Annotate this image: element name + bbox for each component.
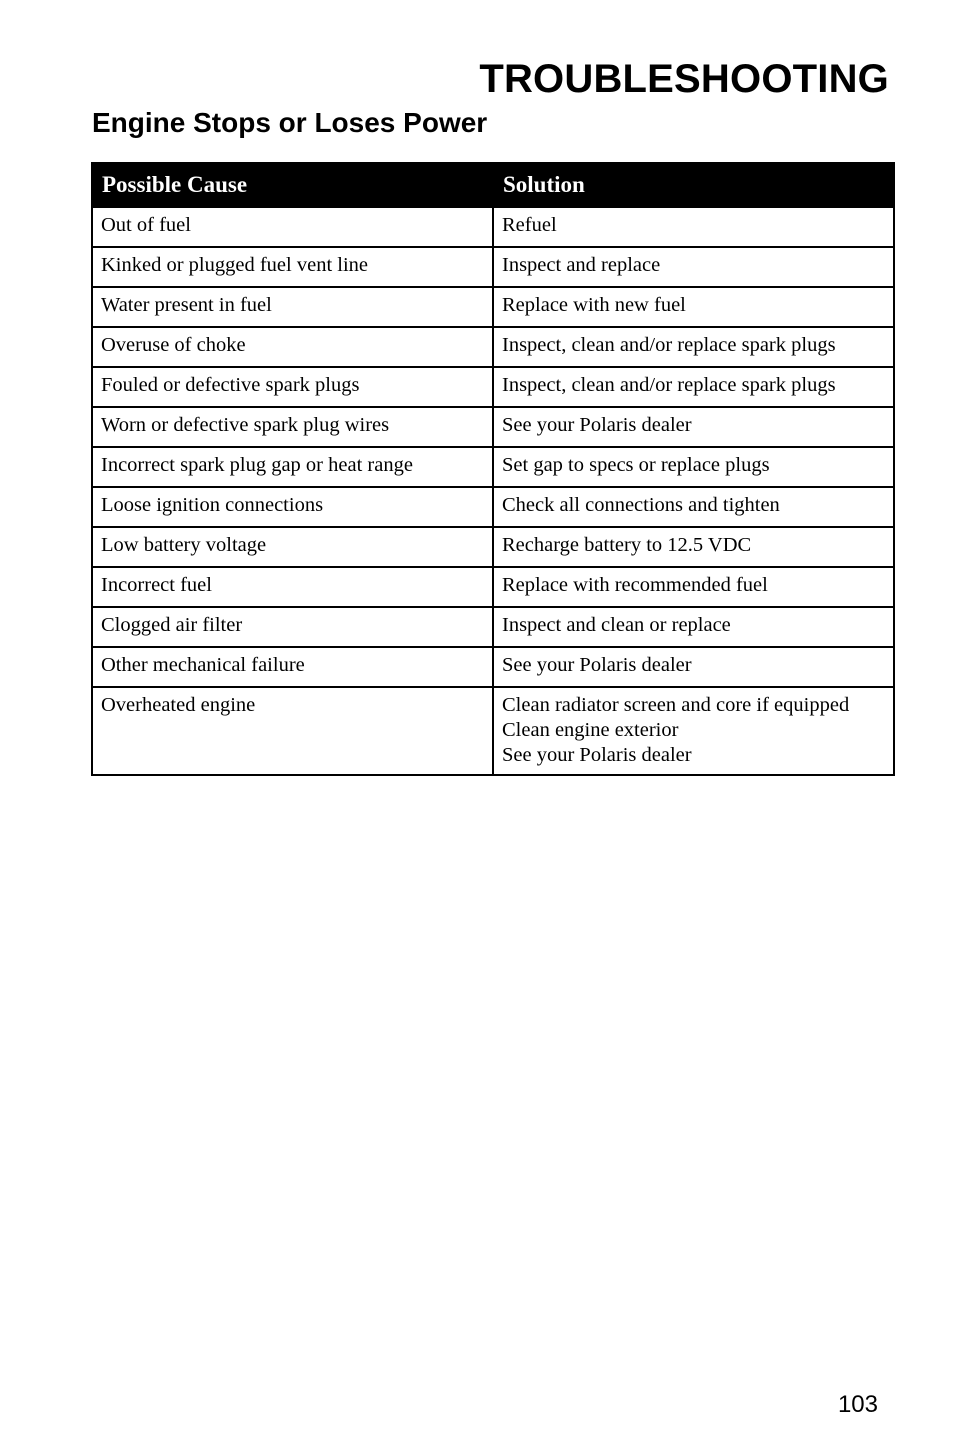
solution-line: Inspect and replace xyxy=(502,254,661,276)
solution-line: Set gap to specs or replace plugs xyxy=(502,454,770,476)
section-title: Engine Stops or Loses Power xyxy=(92,107,488,138)
solution-cell xyxy=(493,447,894,487)
table-row xyxy=(92,447,894,487)
solution-cell xyxy=(493,247,894,287)
table-row xyxy=(92,647,894,687)
solution-line: Inspect, clean and/or replace spark plugs xyxy=(502,334,836,356)
cause-cell: Overheated engine xyxy=(92,687,493,775)
table-row xyxy=(92,287,894,327)
column-header-possible-cause: Possible Cause xyxy=(92,163,493,207)
solution-line: See your Polaris dealer xyxy=(502,414,692,436)
cause-cell: Loose ignition connections xyxy=(92,487,493,527)
page-number: 103 xyxy=(837,1391,878,1418)
page-title: TROUBLESHOOTING xyxy=(479,57,889,101)
solution-line: Replace with new fuel xyxy=(502,294,686,316)
solution-cell xyxy=(493,567,894,607)
solution-line: Replace with recommended fuel xyxy=(502,574,768,596)
solution-cell xyxy=(493,687,894,775)
cause-cell: Clogged air filter xyxy=(92,607,493,647)
solution-cell xyxy=(493,607,894,647)
table-row xyxy=(92,247,894,287)
solution-line: Refuel xyxy=(502,214,557,236)
troubleshooting-table xyxy=(91,162,895,776)
solution-line: Clean engine exterior xyxy=(502,719,679,741)
solution-cell xyxy=(493,287,894,327)
solution-line: Inspect and clean or replace xyxy=(502,614,731,636)
table-row xyxy=(92,207,894,247)
column-header-solution: Solution xyxy=(493,163,894,207)
solution-line: Inspect, clean and/or replace spark plugs xyxy=(502,374,836,396)
cause-cell: Water present in fuel xyxy=(92,287,493,327)
table-header-row xyxy=(92,163,894,207)
table-body xyxy=(92,207,894,775)
solution-line: See your Polaris dealer xyxy=(502,654,692,676)
cause-cell: Incorrect fuel xyxy=(92,567,493,607)
cause-cell: Other mechanical failure xyxy=(92,647,493,687)
cause-cell: Out of fuel xyxy=(92,207,493,247)
table-header xyxy=(92,163,894,207)
cause-cell: Fouled or defective spark plugs xyxy=(92,367,493,407)
solution-cell xyxy=(493,407,894,447)
solution-line: See your Polaris dealer xyxy=(502,744,692,766)
cause-cell: Low battery voltage xyxy=(92,527,493,567)
cause-cell: Kinked or plugged fuel vent line xyxy=(92,247,493,287)
table-row xyxy=(92,607,894,647)
solution-cell xyxy=(493,487,894,527)
solution-cell xyxy=(493,367,894,407)
cause-cell: Worn or defective spark plug wires xyxy=(92,407,493,447)
solution-cell xyxy=(493,327,894,367)
solution-line: Clean radiator screen and core if equipped xyxy=(502,694,850,716)
table-row xyxy=(92,527,894,567)
table-row xyxy=(92,487,894,527)
solution-line: Check all connections and tighten xyxy=(502,494,780,516)
table-row xyxy=(92,687,894,775)
table-row xyxy=(92,367,894,407)
solution-cell xyxy=(493,207,894,247)
table-row xyxy=(92,327,894,367)
solution-cell xyxy=(493,527,894,567)
solution-line: Recharge battery to 12.5 VDC xyxy=(502,534,752,556)
table-row xyxy=(92,567,894,607)
cause-cell: Incorrect spark plug gap or heat range xyxy=(92,447,493,487)
cause-cell: Overuse of choke xyxy=(92,327,493,367)
solution-cell xyxy=(493,647,894,687)
table-row xyxy=(92,407,894,447)
